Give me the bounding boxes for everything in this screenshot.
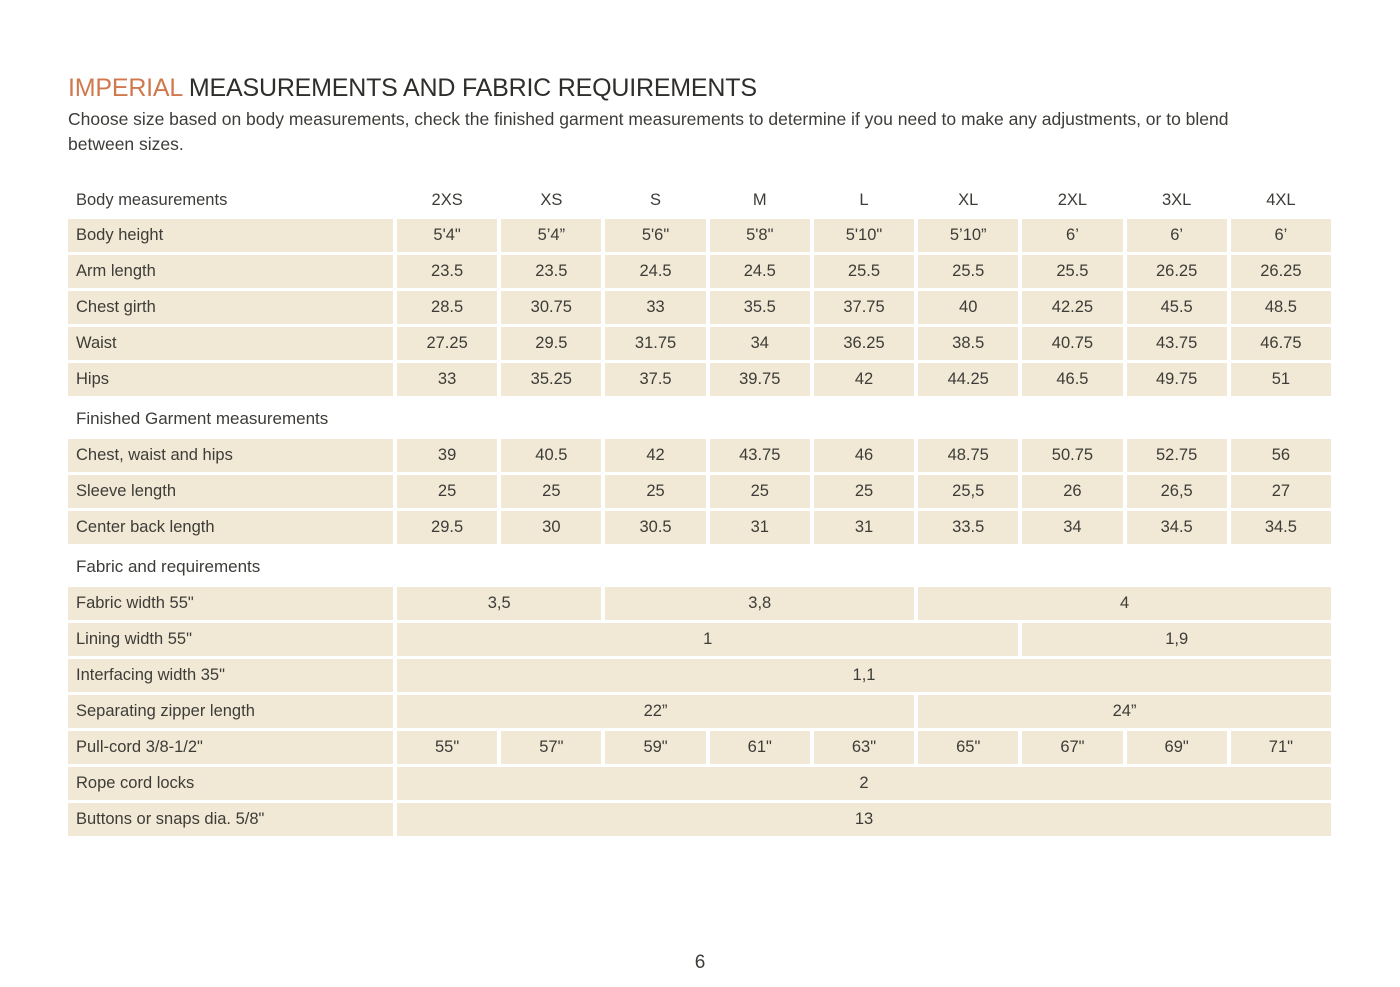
cell-value: 26,5 xyxy=(1127,475,1227,508)
page-subtitle: Choose size based on body measurements, check the finished garment measurements to determine if you need to make any adjustments, or to blend between sizes. xyxy=(68,109,1229,154)
cell-value: 67" xyxy=(1022,731,1122,764)
row-label: Sleeve length xyxy=(68,475,393,508)
cell-value: 42 xyxy=(814,363,914,396)
cell-value: 5'10" xyxy=(814,219,914,252)
cell-value-merged: 1 xyxy=(397,623,1018,656)
table-row xyxy=(68,439,1331,472)
cell-value: 27 xyxy=(1231,475,1331,508)
page-number: 6 xyxy=(694,952,706,973)
cell-value: 48.75 xyxy=(918,439,1018,472)
cell-value-merged: 3,5 xyxy=(397,587,601,620)
cell-value: 56 xyxy=(1231,439,1331,472)
cell-value: 6’ xyxy=(1231,219,1331,252)
table-row xyxy=(68,767,1331,800)
cell-value: 69" xyxy=(1127,731,1227,764)
cell-value: 40.5 xyxy=(501,439,601,472)
section-label: Fabric and requirements xyxy=(76,556,261,576)
cell-value: 25.5 xyxy=(918,255,1018,288)
cell-value: 35.5 xyxy=(710,291,810,324)
size-header: S xyxy=(650,190,662,209)
table-section-row xyxy=(68,402,1331,435)
cell-value: 37.75 xyxy=(814,291,914,324)
cell-value: 34.5 xyxy=(1127,511,1227,544)
row-label: Arm length xyxy=(68,255,393,288)
size-header: 2XS xyxy=(431,190,463,209)
row-label: Center back length xyxy=(68,511,393,544)
cell-value: 45.5 xyxy=(1127,291,1227,324)
cell-value: 25 xyxy=(814,475,914,508)
cell-value-merged: 1,9 xyxy=(1022,623,1331,656)
cell-value: 29.5 xyxy=(501,327,601,360)
cell-value: 23.5 xyxy=(397,255,497,288)
cell-value: 25 xyxy=(501,475,601,508)
table-header-row xyxy=(68,185,1331,215)
cell-value: 57" xyxy=(501,731,601,764)
cell-value: 24.5 xyxy=(605,255,705,288)
cell-value: 30 xyxy=(501,511,601,544)
cell-value: 33 xyxy=(397,363,497,396)
table-row xyxy=(68,659,1331,692)
cell-value: 25,5 xyxy=(918,475,1018,508)
table-row xyxy=(68,219,1331,252)
cell-value: 33.5 xyxy=(918,511,1018,544)
cell-value: 29.5 xyxy=(397,511,497,544)
cell-value: 39 xyxy=(397,439,497,472)
cell-value-merged: 4 xyxy=(918,587,1331,620)
cell-value: 44.25 xyxy=(918,363,1018,396)
row-label: Interfacing width 35" xyxy=(68,659,393,692)
cell-value: 46.5 xyxy=(1022,363,1122,396)
table-row xyxy=(68,291,1331,324)
cell-value: 43.75 xyxy=(710,439,810,472)
cell-value: 5'4" xyxy=(397,219,497,252)
cell-value: 25 xyxy=(710,475,810,508)
row-label: Lining width 55" xyxy=(68,623,393,656)
cell-value: 35.25 xyxy=(501,363,601,396)
cell-value: 71" xyxy=(1231,731,1331,764)
row-label: Separating zipper length xyxy=(68,695,393,728)
section-label: Finished Garment measurements xyxy=(76,408,329,428)
cell-value: 25.5 xyxy=(1022,255,1122,288)
cell-value-merged: 22” xyxy=(397,695,914,728)
cell-value: 33 xyxy=(605,291,705,324)
cell-value: 48.5 xyxy=(1231,291,1331,324)
cell-value: 34.5 xyxy=(1231,511,1331,544)
cell-value: 5’4” xyxy=(501,219,601,252)
table-row xyxy=(68,363,1331,396)
row-label: Buttons or snaps dia. 5/8" xyxy=(68,803,393,836)
page-title xyxy=(68,74,1334,103)
cell-value: 31 xyxy=(710,511,810,544)
size-header: XS xyxy=(540,190,563,209)
page-title-highlight: IMPERIAL xyxy=(68,74,183,102)
cell-value: 43.75 xyxy=(1127,327,1227,360)
cell-value: 5'8" xyxy=(710,219,810,252)
size-header: M xyxy=(752,190,767,209)
cell-value: 25 xyxy=(605,475,705,508)
cell-value: 27.25 xyxy=(397,327,497,360)
cell-value: 31 xyxy=(814,511,914,544)
cell-value-merged: 24” xyxy=(918,695,1331,728)
cell-value: 24.5 xyxy=(710,255,810,288)
cell-value: 42 xyxy=(605,439,705,472)
cell-value: 42.25 xyxy=(1022,291,1122,324)
cell-value: 49.75 xyxy=(1127,363,1227,396)
cell-value: 59" xyxy=(605,731,705,764)
cell-value-merged: 2 xyxy=(397,767,1331,800)
cell-value-merged: 13 xyxy=(397,803,1331,836)
cell-value: 39.75 xyxy=(710,363,810,396)
row-label: Chest girth xyxy=(68,291,393,324)
cell-value: 5’10” xyxy=(918,219,1018,252)
row-label: Chest, waist and hips xyxy=(68,439,393,472)
cell-value: 5'6" xyxy=(605,219,705,252)
cell-value: 37.5 xyxy=(605,363,705,396)
table-row xyxy=(68,327,1331,360)
row-label: Waist xyxy=(68,327,393,360)
table-row xyxy=(68,731,1331,764)
cell-value: 36.25 xyxy=(814,327,914,360)
table-row xyxy=(68,587,1331,620)
size-header: 2XL xyxy=(1057,190,1088,209)
cell-value: 50.75 xyxy=(1022,439,1122,472)
cell-value-merged: 3,8 xyxy=(605,587,914,620)
cell-value: 65" xyxy=(918,731,1018,764)
cell-value: 46.75 xyxy=(1231,327,1331,360)
cell-value: 26.25 xyxy=(1231,255,1331,288)
size-header: 4XL xyxy=(1266,190,1296,209)
cell-value: 26 xyxy=(1022,475,1122,508)
row-label: Fabric width 55" xyxy=(68,587,393,620)
size-header: XL xyxy=(958,190,979,209)
cell-value: 40 xyxy=(918,291,1018,324)
table-section-row xyxy=(68,550,1331,583)
cell-value: 6’ xyxy=(1127,219,1227,252)
table-row xyxy=(68,511,1331,544)
cell-value: 38.5 xyxy=(918,327,1018,360)
cell-value: 23.5 xyxy=(501,255,601,288)
row-label: Hips xyxy=(68,363,393,396)
cell-value: 26.25 xyxy=(1127,255,1227,288)
cell-value: 55" xyxy=(397,731,497,764)
size-table xyxy=(68,185,1331,836)
cell-value: 46 xyxy=(814,439,914,472)
table-row xyxy=(68,475,1331,508)
cell-value: 6’ xyxy=(1022,219,1122,252)
table-header-label: Body measurements xyxy=(76,190,228,209)
cell-value: 28.5 xyxy=(397,291,497,324)
size-header: 3XL xyxy=(1161,190,1192,209)
row-label: Rope cord locks xyxy=(68,767,393,800)
cell-value: 25 xyxy=(397,475,497,508)
table-row xyxy=(68,623,1331,656)
cell-value: 52.75 xyxy=(1127,439,1227,472)
page-content xyxy=(68,74,1334,839)
row-label: Body height xyxy=(68,219,393,252)
cell-value: 63" xyxy=(814,731,914,764)
cell-value: 34 xyxy=(710,327,810,360)
cell-value: 30.75 xyxy=(501,291,601,324)
cell-value: 51 xyxy=(1231,363,1331,396)
cell-value: 61" xyxy=(710,731,810,764)
table-row xyxy=(68,255,1331,288)
table-row xyxy=(68,695,1331,728)
table-row xyxy=(68,803,1331,836)
cell-value: 30.5 xyxy=(605,511,705,544)
cell-value: 31.75 xyxy=(605,327,705,360)
cell-value-merged: 1,1 xyxy=(397,659,1331,692)
cell-value: 34 xyxy=(1022,511,1122,544)
cell-value: 40.75 xyxy=(1022,327,1122,360)
page-title-rest: MEASUREMENTS AND FABRIC REQUIREMENTS xyxy=(182,74,757,102)
row-label: Pull-cord 3/8-1/2" xyxy=(68,731,393,764)
cell-value: 25.5 xyxy=(814,255,914,288)
size-header: L xyxy=(859,190,869,209)
